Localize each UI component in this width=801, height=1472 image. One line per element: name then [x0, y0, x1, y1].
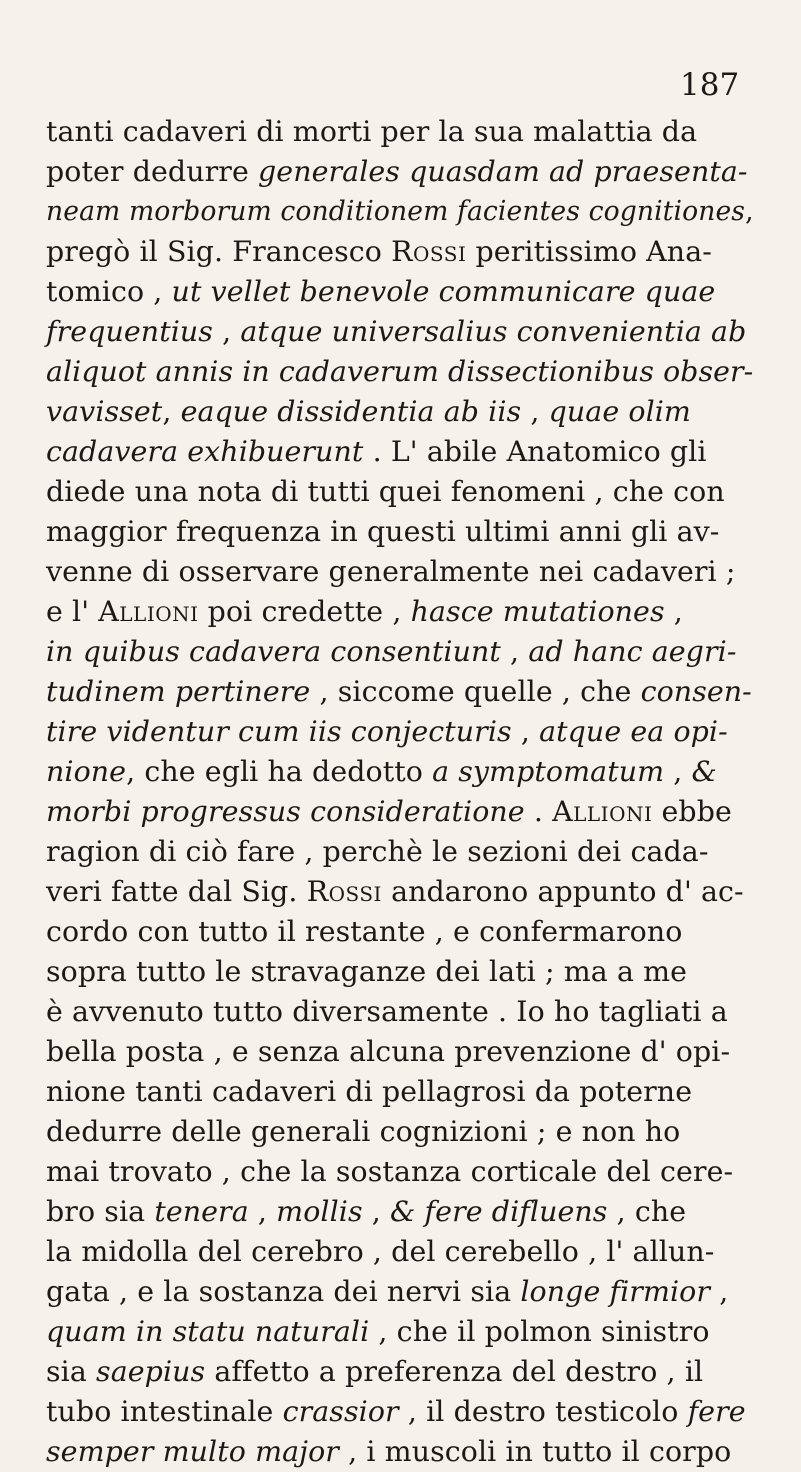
text-segment: . L' abile Anatomico gli: [363, 435, 707, 468]
latin-quote-text: consen-: [640, 675, 752, 708]
text-segment: mai trovato , che la sostanza corticale del cere-: [46, 1155, 734, 1188]
text-segment: ,: [511, 715, 540, 748]
latin-quote-text: generales quasdam ad praesenta-: [258, 155, 748, 188]
name-smallcaps-text: Rossi: [306, 875, 382, 908]
text-segment: e l': [46, 595, 99, 628]
text-line: [46, 232, 756, 272]
latin-quote-text: &: [691, 755, 717, 788]
latin-quote-text: hasce mutationes: [410, 595, 665, 628]
text-line: [46, 392, 756, 432]
text-line: [46, 1432, 756, 1472]
latin-quote-text: crassior: [282, 1395, 399, 1428]
text-segment: ragion di ciò fare , perchè le sezioni dei cada-: [46, 835, 709, 868]
latin-quote-text: eaque dissidentia ab iis: [180, 395, 522, 428]
text-segment: affetto a preferenza del destro , il: [205, 1355, 704, 1388]
text-line: [46, 912, 756, 952]
latin-quote-text: tenera: [154, 1195, 249, 1228]
text-line: [46, 672, 756, 712]
text-segment: tanti cadaveri di morti per la sua malattia da: [46, 115, 698, 148]
text-segment: ,: [162, 395, 181, 428]
text-line: [46, 992, 756, 1032]
text-line: [46, 352, 756, 392]
text-segment: , siccome quelle , che: [310, 675, 641, 708]
text-segment: diede una nota di tutti quei fenomeni , che con: [46, 475, 725, 508]
page-number: 187: [680, 67, 740, 103]
latin-quote-text: fere: [687, 1395, 746, 1428]
latin-quote-text: atque ea opi-: [539, 715, 728, 748]
text-line: [46, 152, 756, 192]
latin-quote-text: & fere difluens: [390, 1195, 608, 1228]
text-line: [46, 272, 756, 312]
latin-quote-text: ad hanc aegri-: [528, 635, 737, 668]
text-segment: ,: [745, 196, 754, 227]
text-segment: ,: [212, 315, 241, 348]
latin-quote-text: cadavera exhibuerunt: [46, 435, 364, 468]
text-line: [46, 632, 756, 672]
text-line: [46, 1352, 756, 1392]
text-segment: maggior frequenza in questi ultimi anni gli av-: [46, 515, 720, 548]
latin-quote-text: vavisset: [46, 395, 163, 428]
latin-quote-text: mollis: [276, 1195, 363, 1228]
text-segment: poter dedurre: [46, 155, 258, 188]
text-line: [46, 592, 756, 632]
name-smallcaps-text: Allioni: [552, 795, 653, 828]
latin-quote-text: frequentius: [46, 315, 213, 348]
text-segment: , che egli ha dedotto: [126, 755, 433, 788]
latin-quote-text: tudinem pertinere: [46, 675, 311, 708]
text-line: [46, 552, 756, 592]
text-segment: ,: [710, 1275, 729, 1308]
text-segment: pregò il Sig. Francesco: [46, 235, 392, 268]
text-segment: dedurre delle generali cognizioni ; e non ho: [46, 1115, 681, 1148]
text-line: [46, 1312, 756, 1352]
text-segment: è avvenuto tutto diversamente . Io ho tagliati a: [46, 995, 728, 1028]
text-segment: peritissimo Ana-: [466, 235, 712, 268]
text-line: [46, 1032, 756, 1072]
text-segment: .: [524, 795, 553, 828]
text-segment: ebbe: [652, 795, 732, 828]
text-line: [46, 512, 756, 552]
latin-quote-text: neam morborum conditionem facientes cognitiones: [46, 196, 746, 227]
latin-quote-text: atque universalius convenientia ab: [240, 315, 747, 348]
name-smallcaps-text: Rossi: [391, 235, 467, 268]
text-line: [46, 432, 756, 472]
text-segment: sopra tutto le stravaganze dei lati ; ma a me: [46, 955, 688, 988]
text-line: [46, 112, 756, 152]
text-segment: ,: [664, 595, 683, 628]
text-line: [46, 832, 756, 872]
latin-quote-text: longe firmior: [520, 1275, 711, 1308]
latin-quote-text: semper multo major: [46, 1435, 339, 1468]
text-line: [46, 1112, 756, 1152]
text-line: [46, 192, 756, 232]
text-line: [46, 472, 756, 512]
text-line: [46, 872, 756, 912]
text-segment: , il destro testicolo: [398, 1395, 688, 1428]
text-segment: , che il polmon sinistro: [369, 1315, 710, 1348]
latin-quote-text: ut vellet benevole communicare quae: [171, 275, 716, 308]
name-smallcaps-text: Allioni: [98, 595, 199, 628]
text-segment: bella posta , e senza alcuna prevenzione d' opi-: [46, 1035, 731, 1068]
text-segment: veri fatte dal Sig.: [46, 875, 307, 908]
text-segment: venne di osservare generalmente nei cadaveri ;: [46, 555, 736, 588]
latin-quote-text: saepius: [96, 1355, 206, 1388]
text-segment: , che: [607, 1195, 687, 1228]
text-segment: bro sia: [46, 1195, 155, 1228]
text-line: [46, 1232, 756, 1272]
text-line: [46, 952, 756, 992]
text-segment: ,: [248, 1195, 277, 1228]
text-segment: gata , e la sostanza dei nervi sia: [46, 1275, 521, 1308]
text-segment: ,: [664, 755, 692, 788]
text-line: [46, 792, 756, 832]
latin-quote-text: nione: [46, 755, 127, 788]
text-line: [46, 1392, 756, 1432]
latin-quote-text: a symptomatum: [432, 755, 665, 788]
text-segment: ,: [500, 635, 529, 668]
text-segment: ,: [362, 1195, 391, 1228]
text-line: [46, 752, 756, 792]
latin-quote-text: in quibus cadavera consentiunt: [46, 635, 501, 668]
body-text: [46, 112, 756, 1472]
latin-quote-text: tire videntur cum iis conjecturis: [46, 715, 512, 748]
latin-quote-text: quae olim: [548, 395, 691, 428]
text-segment: nione tanti cadaveri di pellagrosi da poterne: [46, 1075, 693, 1108]
text-segment: cordo con tutto il restante , e confermarono: [46, 915, 683, 948]
text-segment: sia: [46, 1355, 97, 1388]
text-line: [46, 712, 756, 752]
latin-quote-text: quam in statu naturali: [46, 1315, 370, 1348]
text-line: [46, 312, 756, 352]
text-segment: ,: [521, 395, 549, 428]
text-segment: andarono appunto d' ac-: [381, 875, 744, 908]
latin-quote-text: morbi progressus consideratione: [46, 795, 525, 828]
text-segment: poi credette ,: [198, 595, 411, 628]
text-line: [46, 1192, 756, 1232]
latin-quote-text: aliquot annis in cadaverum dissectionibus obser-: [46, 355, 754, 388]
text-line: [46, 1152, 756, 1192]
text-segment: la midolla del cerebro , del cerebello , l' allun-: [46, 1235, 715, 1268]
text-segment: tubo intestinale: [46, 1395, 283, 1428]
text-segment: tomico ,: [46, 275, 172, 308]
text-line: [46, 1072, 756, 1112]
text-line: [46, 1272, 756, 1312]
text-segment: , i muscoli in tutto il corpo: [338, 1435, 732, 1468]
